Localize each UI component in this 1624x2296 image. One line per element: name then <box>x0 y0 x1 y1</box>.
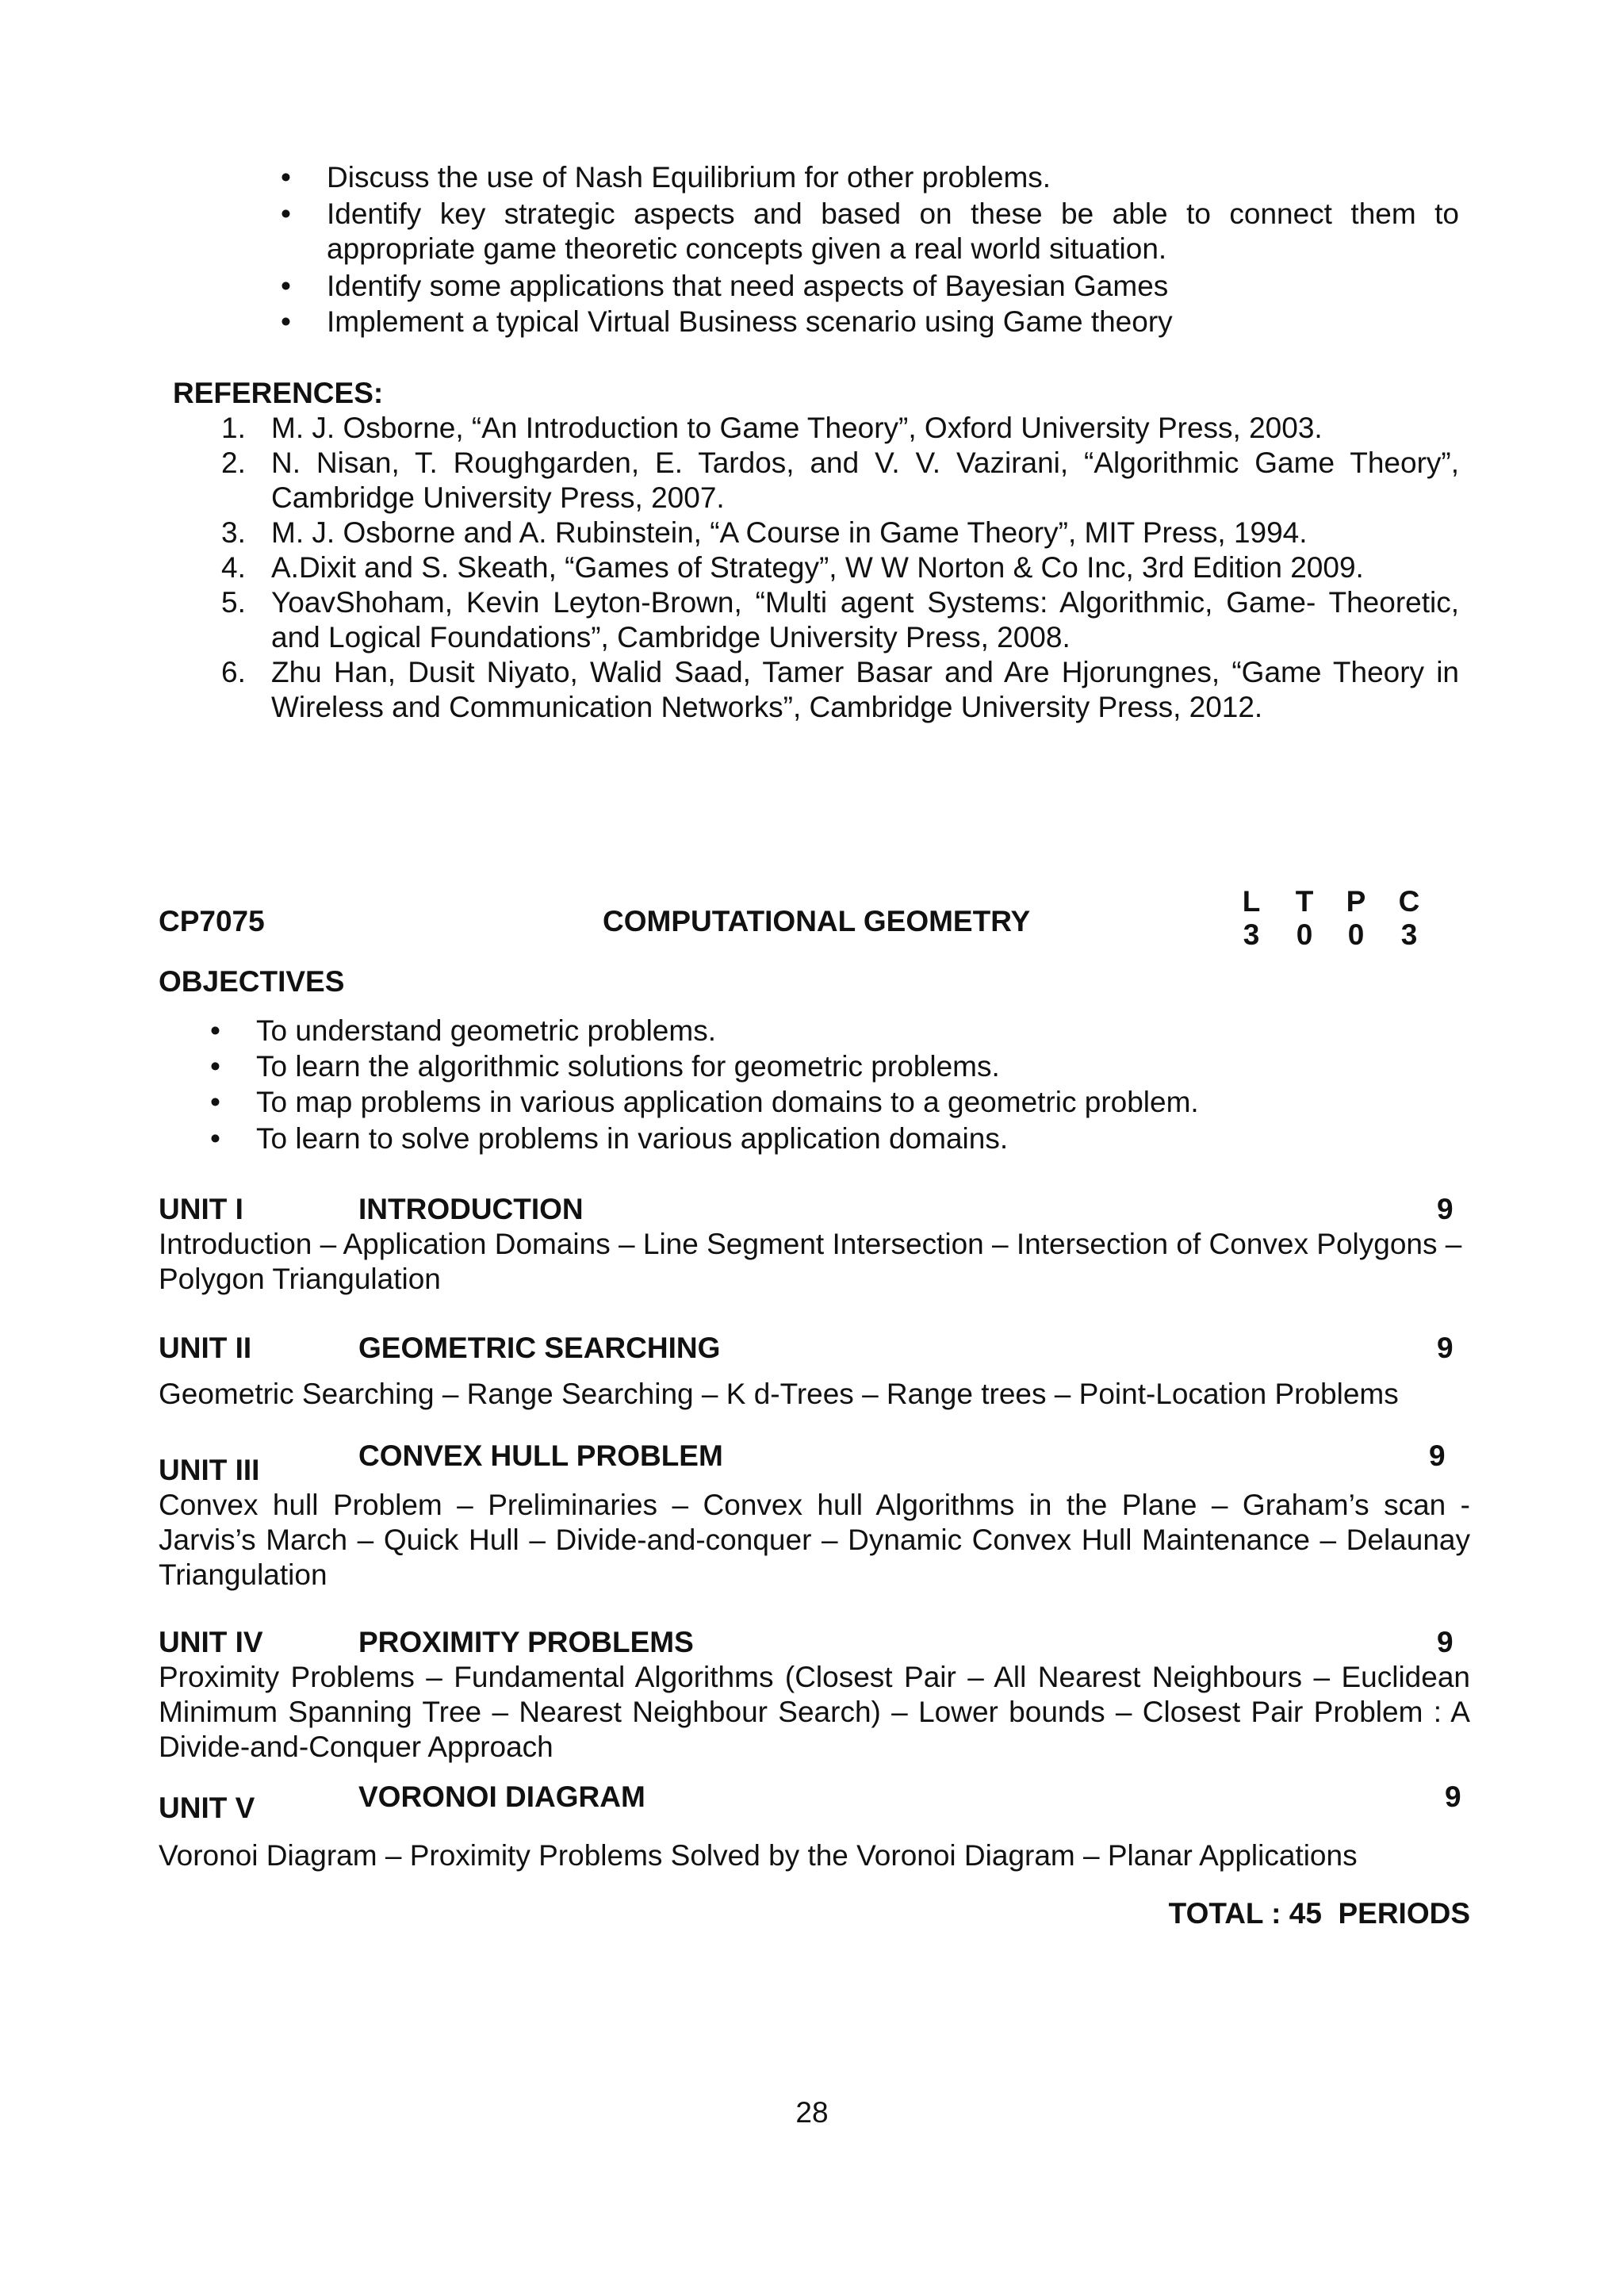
unit-description: Introduction – Application Domains – Line Segment Intersection – Intersection of Convex Polygons – Polygon Triangulation <box>159 1228 1462 1295</box>
objective-text: To understand geometric problems. <box>256 1014 716 1047</box>
outcome-item <box>281 269 1459 304</box>
ltpc-label: C <box>1398 885 1420 918</box>
unit-title: GEOMETRIC SEARCHING <box>358 1332 721 1364</box>
ltpc-label: P <box>1346 885 1366 918</box>
ltpc-value: 3 <box>1243 918 1260 951</box>
bullet-icon: • <box>281 305 291 338</box>
bullet-icon: • <box>281 161 291 194</box>
reference-number: 2. <box>221 447 246 479</box>
unit-hours: 9 <box>1437 1193 1454 1225</box>
outcome-text: Identify key strategic aspects and based on these be able to connect them to appropriate game theoretic concepts given a real world situation. <box>327 197 1459 265</box>
outcome-item <box>281 305 1459 339</box>
reference-number: 4. <box>221 551 246 584</box>
course-code: CP7075 <box>159 905 265 937</box>
unit-hours: 9 <box>1437 1332 1454 1364</box>
bullet-icon: • <box>210 1086 220 1118</box>
outcome-text: Identify some applications that need aspects of Bayesian Games <box>327 270 1169 302</box>
reference-item <box>221 550 1459 585</box>
unit-title: INTRODUCTION <box>358 1193 584 1225</box>
unit-label: UNIT IV <box>159 1626 263 1658</box>
reference-number: 6. <box>221 656 246 688</box>
total-periods: TOTAL : 45 PERIODS <box>1168 1897 1470 1930</box>
ltpc-label: T <box>1295 885 1314 918</box>
bullet-icon: • <box>210 1014 220 1047</box>
reference-text: A.Dixit and S. Skeath, “Games of Strategy”, W W Norton & Co Inc, 3rd Edition 2009. <box>271 551 1364 584</box>
outcome-text: Implement a typical Virtual Business scenario using Game theory <box>327 305 1173 338</box>
bullet-icon: • <box>210 1122 220 1155</box>
objective-item <box>210 1014 1446 1048</box>
ltpc-value: 3 <box>1400 918 1418 951</box>
ltpc-value: 0 <box>1347 918 1365 951</box>
reference-number: 5. <box>221 586 246 619</box>
outcome-text: Discuss the use of Nash Equilibrium for other problems. <box>327 161 1051 194</box>
unit-title: CONVEX HULL PROBLEM <box>358 1439 723 1472</box>
reference-number: 3. <box>221 516 246 549</box>
objective-text: To map problems in various application domains to a geometric problem. <box>256 1086 1199 1118</box>
reference-text: M. J. Osborne, “An Introduction to Game Theory”, Oxford University Press, 2003. <box>271 412 1323 444</box>
ltpc-label: L <box>1242 885 1261 918</box>
unit-hours: 9 <box>1437 1626 1454 1658</box>
references-heading: REFERENCES: <box>173 377 384 409</box>
unit-label: UNIT I <box>159 1193 243 1225</box>
bullet-icon: • <box>281 197 291 230</box>
unit-title: VORONOI DIAGRAM <box>358 1780 645 1813</box>
course-title: COMPUTATIONAL GEOMETRY <box>603 905 1031 937</box>
unit-description: Convex hull Problem – Preliminaries – Convex hull Algorithms in the Plane – Graham’s scan - Jarvis’s March – Quick Hull – Divide-and-conquer – Dynamic Convex Hull Maintenance – Delaunay Triangulation <box>159 1489 1470 1591</box>
reference-number: 1. <box>221 412 246 444</box>
bullet-icon: • <box>281 270 291 302</box>
objective-text: To learn to solve problems in various application domains. <box>256 1122 1009 1155</box>
outcome-item <box>281 197 1459 266</box>
unit-title: PROXIMITY PROBLEMS <box>358 1626 694 1658</box>
reference-text: M. J. Osborne and A. Rubinstein, “A Course in Game Theory”, MIT Press, 1994. <box>271 516 1308 549</box>
reference-text: YoavShoham, Kevin Leyton-Brown, “Multi agent Systems: Algorithmic, Game- Theoretic, and Logical Foundations”, Cambridge University Press, 2008. <box>271 586 1459 654</box>
reference-item <box>221 516 1459 550</box>
reference-item <box>221 655 1459 725</box>
outcome-item <box>281 160 1459 195</box>
unit-label: UNIT V <box>159 1792 255 1824</box>
objective-item <box>210 1085 1446 1120</box>
reference-item <box>221 411 1459 446</box>
ltpc-value: 0 <box>1296 918 1313 951</box>
unit-hours: 9 <box>1445 1780 1461 1813</box>
unit-description: Proximity Problems – Fundamental Algorithms (Closest Pair – All Nearest Neighbours – Euclidean Minimum Spanning Tree – Nearest Neighbour Search) – Lower bounds – Closest Pair Problem : A Divide-and-Conquer Approach <box>159 1661 1470 1763</box>
unit-hours: 9 <box>1429 1439 1446 1472</box>
objective-item <box>210 1049 1446 1084</box>
unit-description: Voronoi Diagram – Proximity Problems Solved by the Voronoi Diagram – Planar Applications <box>159 1839 1358 1872</box>
reference-item <box>221 585 1459 655</box>
objective-item <box>210 1121 1446 1156</box>
unit-description: Geometric Searching – Range Searching – K d-Trees – Range trees – Point-Location Problems <box>159 1378 1399 1410</box>
unit-label: UNIT III <box>159 1454 260 1486</box>
unit-label: UNIT II <box>159 1332 252 1364</box>
objectives-heading: OBJECTIVES <box>159 965 345 998</box>
reference-item <box>221 446 1459 516</box>
objective-text: To learn the algorithmic solutions for geometric problems. <box>256 1050 1000 1083</box>
reference-text: Zhu Han, Dusit Niyato, Walid Saad, Tamer Basar and Are Hjorungnes, “Game Theory in Wireless and Communication Networks”, Cambridge University Press, 2012. <box>271 656 1459 723</box>
page-number: 28 <box>795 2096 829 2129</box>
reference-text: N. Nisan, T. Roughgarden, E. Tardos, and V. V. Vazirani, “Algorithmic Game Theory”, Cambridge University Press, 2007. <box>271 447 1459 514</box>
bullet-icon: • <box>210 1050 220 1083</box>
